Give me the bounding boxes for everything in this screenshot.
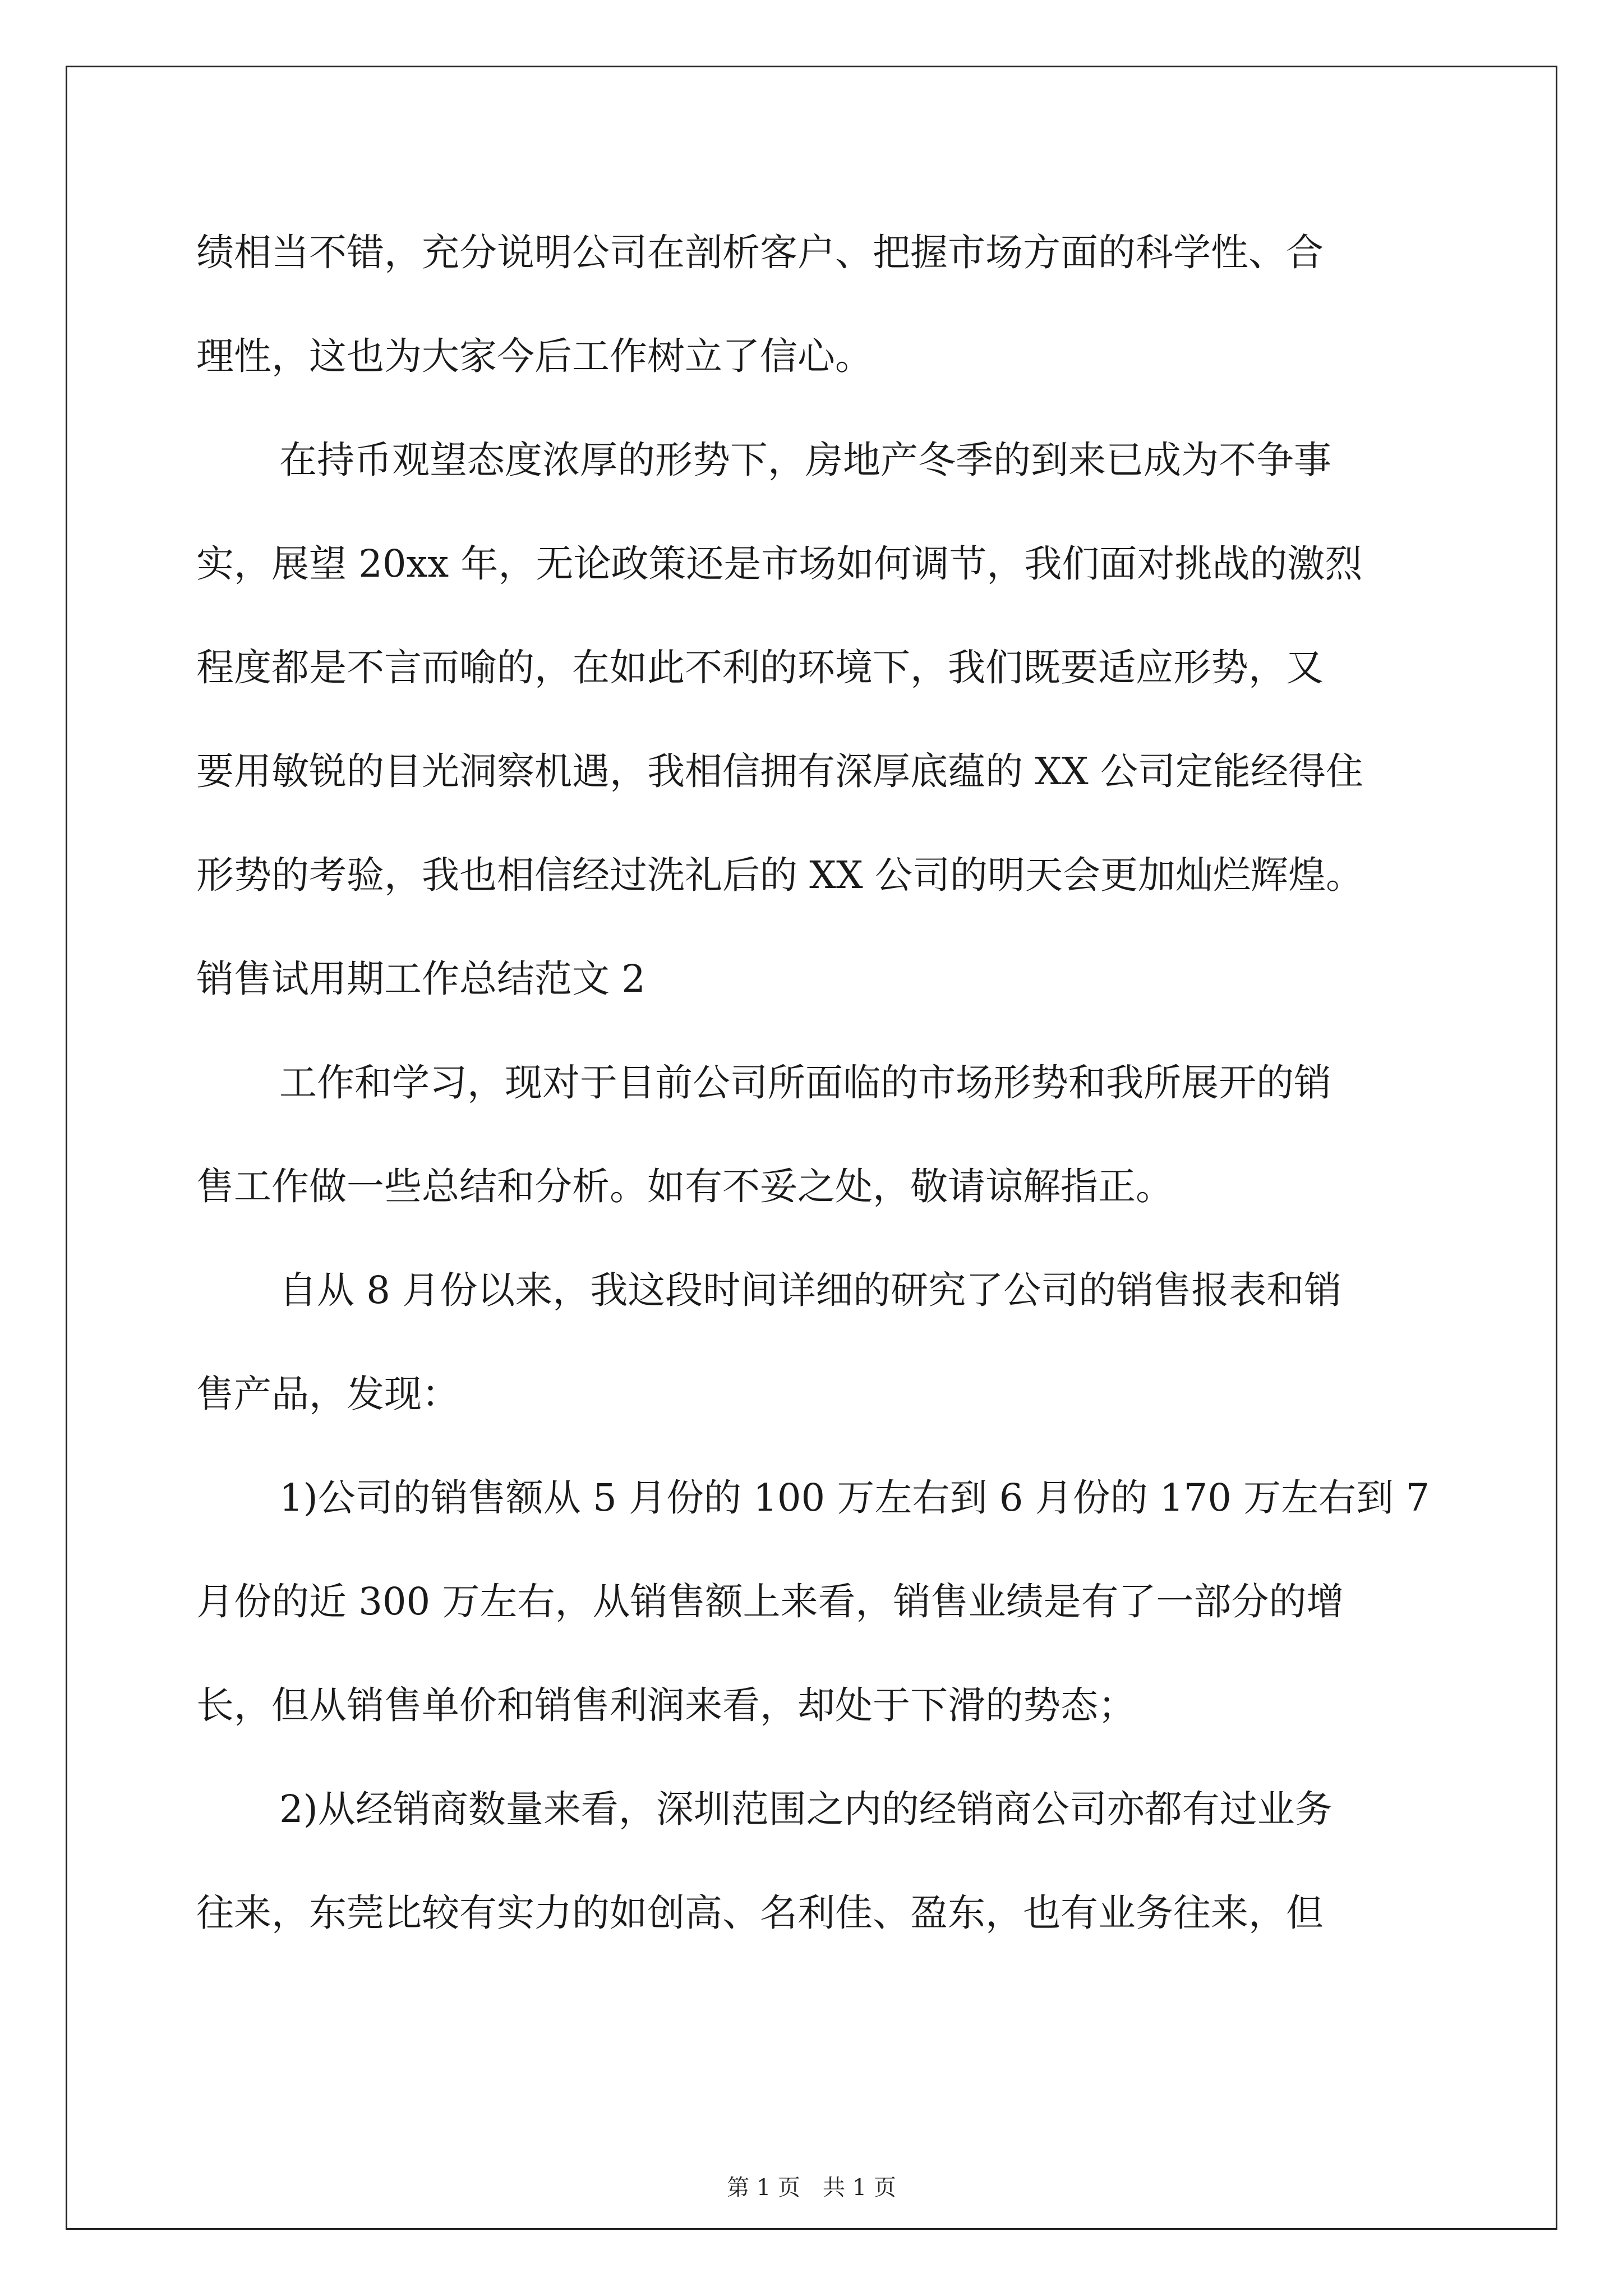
paragraph-line: 实，展望 20xx 年，无论政策还是市场如何调节，我们面对挑战的激烈 [196,542,1363,586]
paragraph-line: 长，但从销售单价和销售利润来看，却处于下滑的势态； [196,1683,1136,1727]
paragraph-line: 形势的考验，我也相信经过洗礼后的 XX 公司的明天会更加灿烂辉煌。 [196,853,1363,897]
section-heading: 销售试用期工作总结范文 2 [196,957,645,1001]
paragraph-line: 程度都是不言而喻的，在如此不利的环境下，我们既要适应形势，又 [196,646,1324,689]
paragraph-line: 2)从经销商数量来看，深圳范围之内的经销商公司亦都有过业务 [279,1787,1332,1831]
paragraph-line: 要用敏锐的目光洞察机遇，我相信拥有深厚底蕴的 XX 公司定能经得住 [196,749,1363,793]
paragraph-line: 往来，东莞比较有实力的如创高、名利佳、盈东，也有业务往来，但 [196,1891,1324,1935]
paragraph-line: 售工作做一些总结和分析。如有不妥之处，敬请谅解指正。 [196,1165,1173,1208]
paragraph-line: 绩相当不错，充分说明公司在剖析客户、把握市场方面的科学性、合 [196,231,1324,274]
paragraph-line: 月份的近 300 万左右，从销售额上来看，销售业绩是有了一部分的增 [196,1580,1344,1623]
paragraph-line: 售产品，发现： [196,1372,459,1416]
paragraph-line: 在持币观望态度浓厚的形势下，房地产冬季的到来已成为不争事 [279,438,1331,482]
page-footer: 第 1 页 共 1 页 [727,2175,896,2201]
paragraph-line: 工作和学习，现对于目前公司所面临的市场形势和我所展开的销 [279,1061,1331,1105]
paragraph-line: 自从 8 月份以来，我这段时间详细的研究了公司的销售报表和销 [279,1268,1342,1312]
paragraph-line: 理性，这也为大家今后工作树立了信心。 [196,334,873,378]
paragraph-line: 1)公司的销售额从 5 月份的 100 万左右到 6 月份的 170 万左右到 7 [279,1476,1430,1520]
